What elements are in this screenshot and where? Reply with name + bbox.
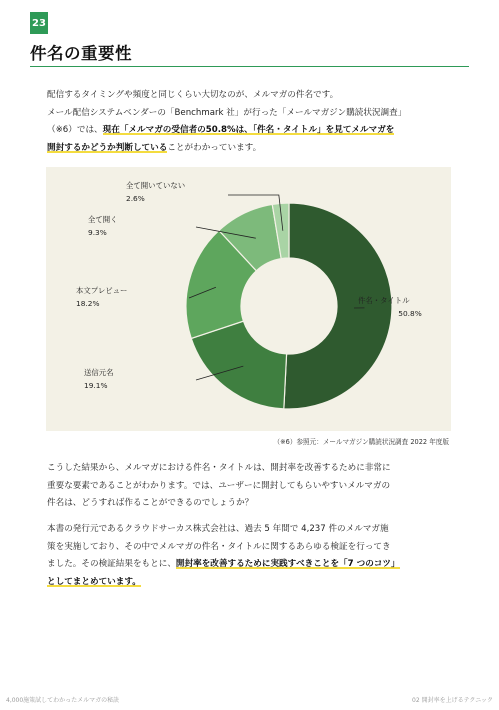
- result-line-3: 件名は、どうすれば作ることができるのでしょうか？: [47, 498, 254, 508]
- donut-chart: [46, 167, 451, 431]
- publisher-highlight-2: としてまとめています。: [47, 576, 141, 587]
- slice-label-4: 全て開く: [88, 215, 118, 224]
- slice-label-1: 件名・タイトル: [358, 296, 410, 305]
- page-title: 件名の重要性: [30, 44, 132, 63]
- slice-label-5: 全て開いていない: [126, 181, 186, 190]
- page-number-badge: 23: [30, 12, 48, 34]
- donut-slice-1: [284, 203, 392, 409]
- intro-line-3: （※6）では、: [47, 125, 103, 135]
- footer-chapter: 02 開封率を上げるテクニック: [412, 697, 493, 704]
- slice-value-1: 50.8%: [398, 309, 422, 318]
- publisher-line-3: ました。その検証結果をもとに、: [47, 559, 176, 569]
- intro-line-4: ことがわかっています。: [167, 142, 262, 153]
- intro-highlight-2: 開封するかどうか判断している: [47, 142, 168, 153]
- title-underline: [30, 66, 469, 67]
- publisher-paragraph: [47, 521, 457, 591]
- publisher-highlight-1: 開封率を改善するために実践すべきことを「7 つのコツ」: [175, 559, 400, 569]
- slice-value-3: 18.2%: [76, 299, 100, 308]
- intro-paragraph: [47, 87, 457, 157]
- slice-label-2: 送信元名: [84, 368, 114, 377]
- slice-value-4: 9.3%: [88, 228, 107, 237]
- intro-highlight-1: 現在「メルマガの受信者の50.8%は、「件名・タイトル」を見てメルマガを: [102, 125, 395, 135]
- slice-value-5: 2.6%: [126, 194, 145, 203]
- footer-book-title: 4,000施策試してわかったメルマガの秘訣: [6, 697, 120, 704]
- donut-chart-panel: [46, 167, 451, 431]
- intro-line-2: メール配信システムベンダーの「Benchmark 社」が行った「メールマガジン購読状況調査」: [47, 107, 407, 118]
- source-note: （※6）参照元：メールマガジン購読状況調査 2022 年度版: [273, 438, 449, 446]
- intro-line-1: 配信するタイミングや頻度と同じくらい大切なのが、メルマガの件名です。: [47, 90, 339, 100]
- result-line-2: 重要な要素であることがわかります。では、ユーザーに開封してもらいやすいメルマガの: [47, 480, 391, 491]
- result-paragraph: [47, 460, 457, 513]
- result-line-1: こうした結果から、メルマガにおける件名・タイトルは、開封率を改善するために非常に: [47, 463, 391, 473]
- publisher-line-1: 本書の発行元であるクラウドサーカス株式会社は、過去 5 年間で 4,237 件のメルマガ施: [47, 524, 389, 534]
- publisher-line-2: 策を実施しており、その中でメルマガの件名・タイトルに関するあらゆる検証を行ってき: [47, 541, 391, 552]
- slice-label-3: 本文プレビュー: [76, 286, 128, 295]
- slice-value-2: 19.1%: [84, 381, 108, 390]
